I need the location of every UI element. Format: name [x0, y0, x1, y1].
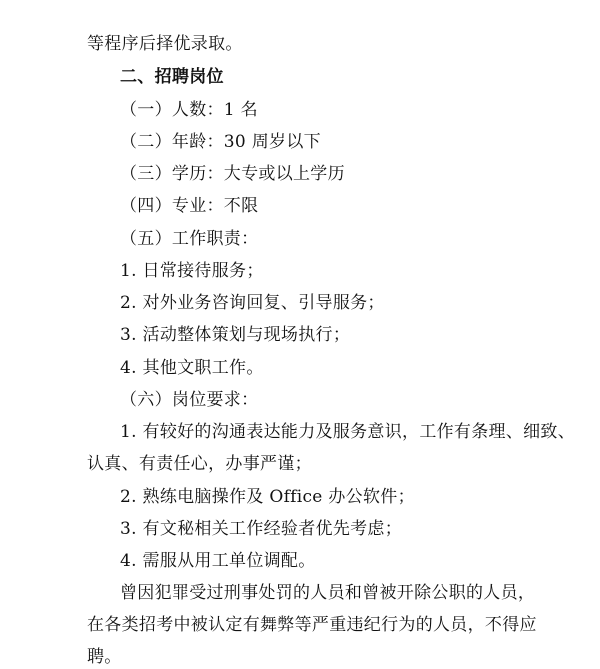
paragraph-line: 在各类招考中被认定有舞弊等严重违纪行为的人员，不得应: [87, 615, 537, 635]
section-heading: 二、招聘岗位: [120, 67, 224, 87]
list-item: （四）专业：不限: [120, 196, 259, 216]
list-item: （三）学历：大专或以上学历: [120, 164, 345, 184]
subsection-heading: （六）岗位要求：: [120, 390, 259, 410]
list-item: 1. 有较好的沟通表达能力及服务意识，工作有条理、细致、: [120, 422, 576, 442]
list-item: 2. 熟练电脑操作及 Office 办公软件；: [120, 487, 415, 507]
list-item: 2. 对外业务咨询回复、引导服务；: [120, 293, 385, 313]
list-item: 3. 活动整体策划与现场执行；: [120, 325, 351, 345]
subsection-heading: （五）工作职责：: [120, 229, 259, 249]
paragraph-line: 聘。: [87, 647, 122, 667]
paragraph-line: 曾因犯罪受过刑事处罚的人员和曾被开除公职的人员，: [120, 583, 536, 603]
list-item: 4. 需服从用工单位调配。: [120, 551, 316, 571]
list-item: 1. 日常接待服务；: [120, 261, 264, 281]
list-item: （一）人数：1 名: [120, 100, 258, 120]
paragraph-line: 认真、有责任心，办事严谨；: [87, 454, 312, 474]
paragraph-line: 等程序后择优录取。: [87, 34, 243, 54]
list-item: （二）年龄：30 周岁以下: [120, 132, 321, 152]
list-item: 4. 其他文职工作。: [120, 358, 264, 378]
list-item: 3. 有文秘相关工作经验者优先考虑；: [120, 519, 403, 539]
